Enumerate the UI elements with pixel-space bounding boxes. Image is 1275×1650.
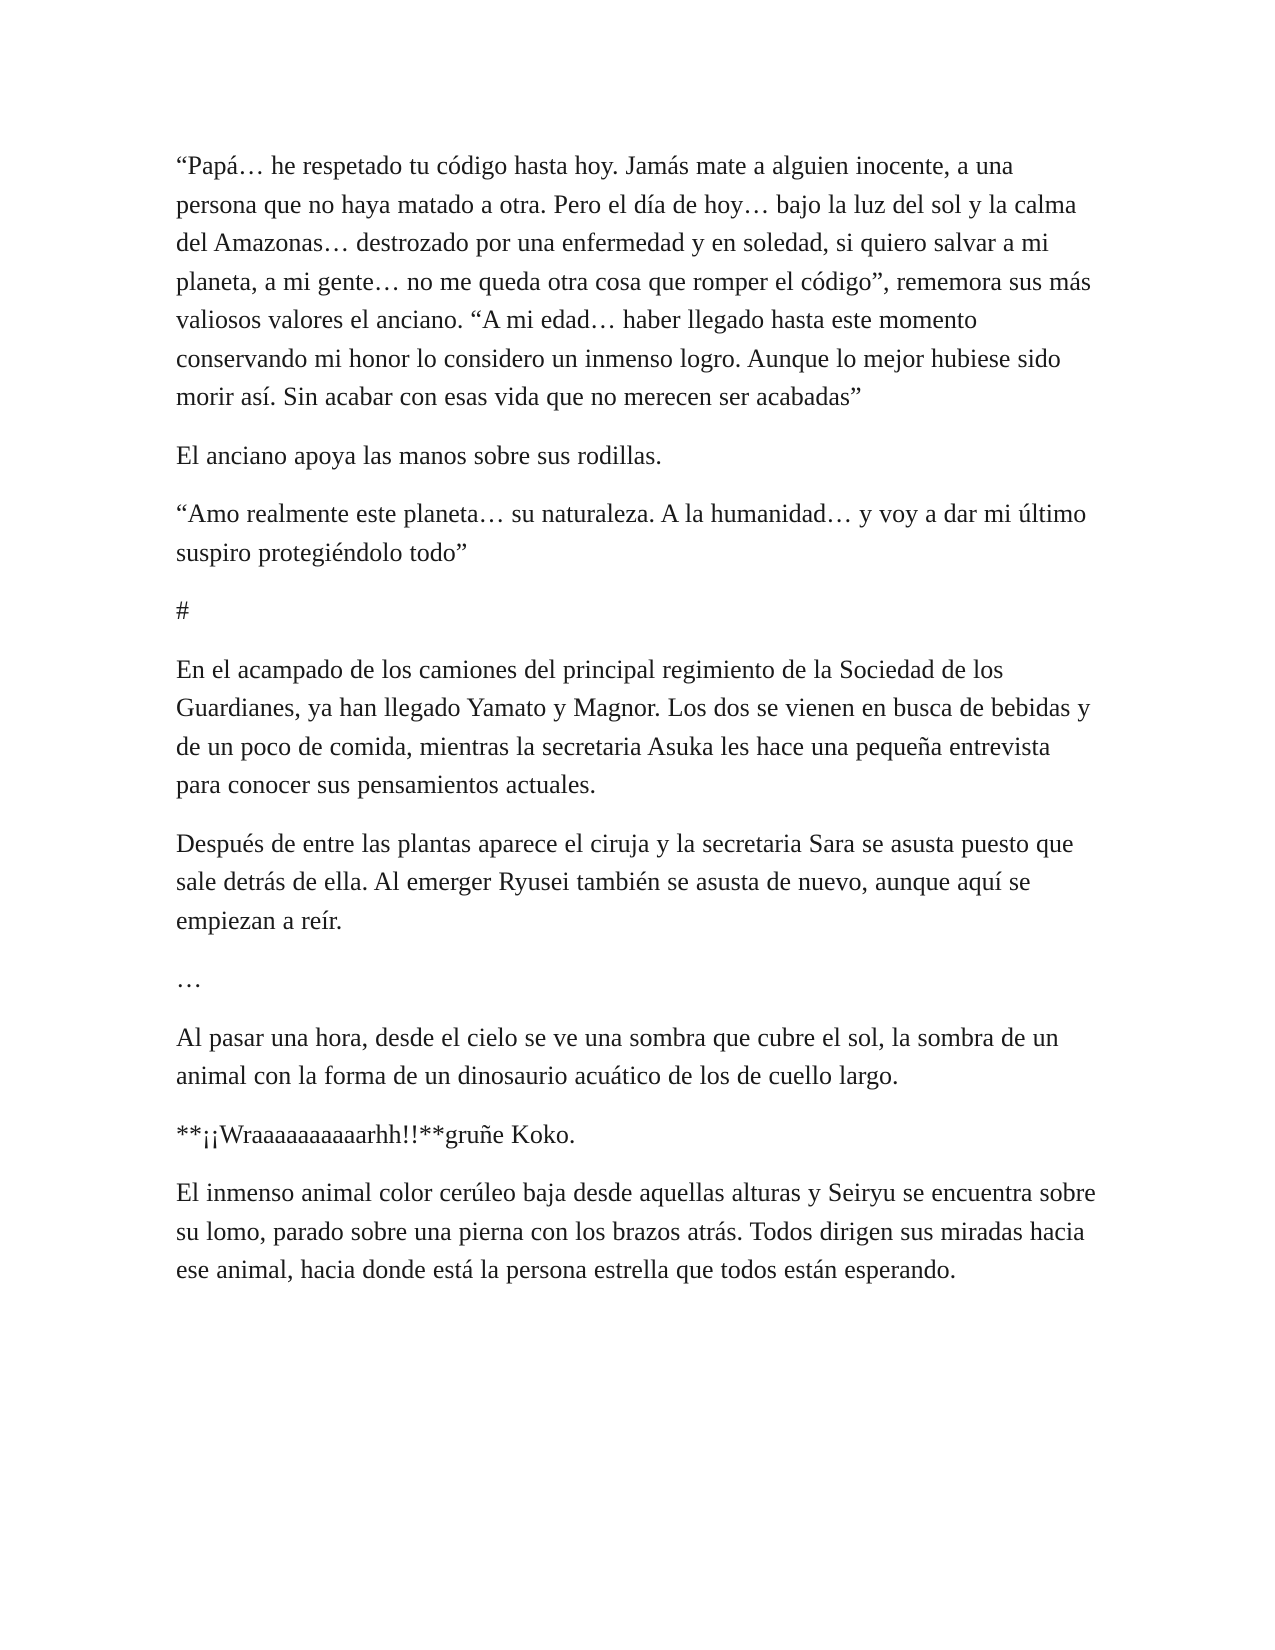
paragraph-1: “Papá… he respetado tu código hasta hoy. Jamás mate a alguien inocente, a una persona que no haya matado a otra. Pero el día de hoy… bajo la luz del sol y la calma del Amazonas… destrozado por una enfermedad y en soledad, si quiero salvar a mi planeta, a mi gente… no me queda otra cosa que romper el código”, rememora sus más valiosos valores el anciano. “A mi edad… haber llegado hasta este momento conservando mi honor lo considero un inmenso logro. Aunque lo mejor hubiese sido morir así. Sin acabar con esas vida que no merecen ser acabadas” — [176, 151, 1092, 411]
body-text — [176, 147, 1096, 1310]
paragraph-4: En el acampado de los camiones del principal regimiento de la Sociedad de los Guardianes, ya han llegado Yamato y Magnor. Los dos se vienen en busca de bebidas y de un poco de comida, mientras la secretaria Asuka les hace una pequeña entrevista para conocer sus pensamientos actuales. — [176, 654, 1091, 799]
paragraph-7: **¡¡Wraaaaaaaaaarhh!!**gruñe Koko. — [176, 1119, 576, 1149]
paragraph-5: Después de entre las plantas aparece el ciruja y la secretaria Sara se asusta puesto que sale detrás de ella. Al emerger Ryusei también se asusta de nuevo, aunque aquí se empiezan a reír. — [176, 828, 1074, 935]
paragraph-2: El anciano apoya las manos sobre sus rodillas. — [176, 440, 662, 470]
paragraph-6: Al pasar una hora, desde el cielo se ve una sombra que cubre el sol, la sombra de un animal con la forma de un dinosaurio acuático de los de cuello largo. — [176, 1022, 1059, 1090]
section-break-hash: # — [176, 596, 189, 625]
paragraph-3: “Amo realmente este planeta… su naturaleza. A la humanidad… y voy a dar mi último suspiro protegiéndolo todo” — [176, 499, 1087, 567]
paragraph-8: El inmenso animal color cerúleo baja desde aquellas alturas y Seiryu se encuentra sobre su lomo, parado sobre una pierna con los brazos atrás. Todos dirigen sus miradas hacia ese animal, hacia donde está la persona estrella que todos están esperando. — [176, 1178, 1096, 1284]
section-break-ellipsis: … — [176, 964, 202, 993]
